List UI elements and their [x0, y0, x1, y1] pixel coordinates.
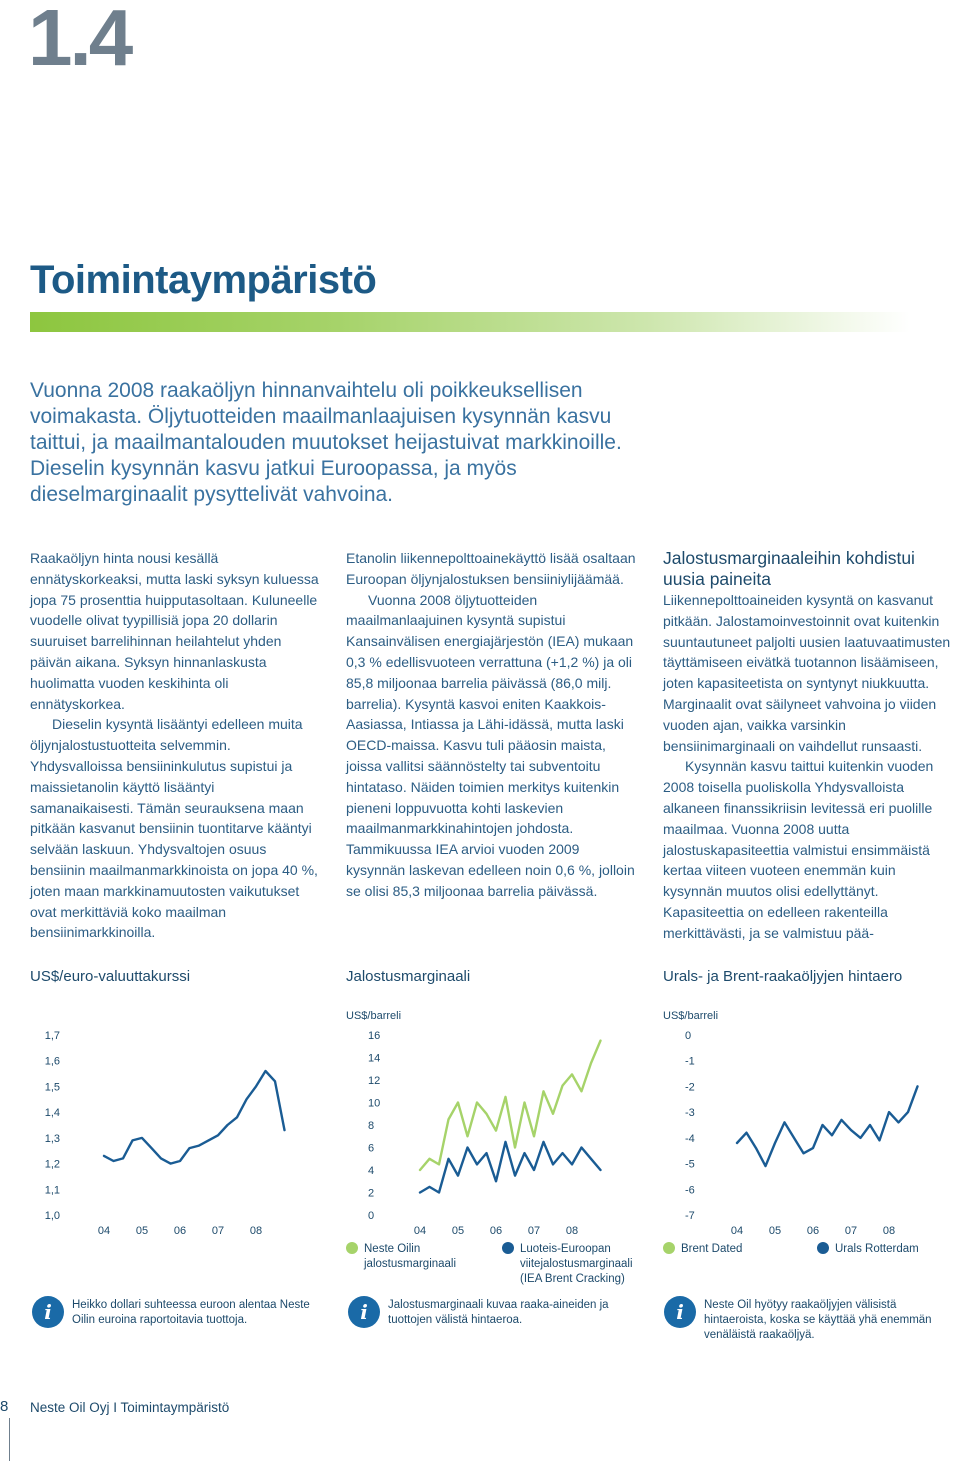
paragraph: Raakaöljyn hinta nousi kesällä ennätyskorkeaksi, mutta laski syksyn kuluessa jopa 75 prosenttia huipputasoltaan. Kuluneelle vuodelle olivat tyypillisiä jopa 20 dollarin suuruiset barrelihinnan heilahtelut yhden päivän aikana. Syksyn hinnanlaskusta huolimatta vuoden keskihinta oli ennätyskorkea. — [30, 550, 319, 712]
legend-item — [663, 1242, 813, 1257]
y-tick-label: 1,6 — [44, 1055, 60, 1068]
y-tick-label: 2 — [368, 1187, 375, 1200]
y-axis-unit-label: US$/barreli — [346, 1010, 402, 1022]
y-axis-unit-label: US$/barreli — [663, 1010, 719, 1022]
info-text: Jalostusmarginaali kuvaa raaka-aineiden ja tuottojen välistä hintaeroa. — [388, 1299, 609, 1326]
text-column-1 — [30, 548, 320, 943]
y-tick-label: -5 — [685, 1158, 695, 1171]
y-tick-label: -6 — [685, 1184, 695, 1197]
navy-dot-icon — [817, 1242, 829, 1254]
y-tick-label: 1,5 — [44, 1081, 60, 1094]
chart-title-refining-margin: Jalostusmarginaali — [346, 968, 471, 985]
y-tick-label: 0 — [368, 1210, 375, 1222]
y-tick-label: 12 — [368, 1075, 381, 1087]
x-tick-label: 08 — [249, 1225, 263, 1237]
legend-label: Urals Rotterdam — [835, 1243, 919, 1255]
y-tick-label: 1,1 — [44, 1184, 60, 1197]
lead-paragraph: Vuonna 2008 raakaöljyn hinnanvaihtelu oli poikkeuksellisen voimakasta. Öljytuotteiden maailmanlaajuisen kysynnän kasvu taittui, ja maailmantalouden muutokset heijastuivat markkinoille. Dieselin kysynnän kasvu jatkui Euroopassa, ja myös dieselmarginaalit pysyttelivät vahvoina. — [30, 379, 622, 506]
legend-item — [502, 1242, 642, 1287]
x-tick-label: 07 — [211, 1225, 225, 1237]
info-icon: i — [664, 1296, 696, 1328]
series-line-2 — [420, 1142, 601, 1193]
legend-label: Brent Dated — [681, 1243, 743, 1255]
y-tick-label: -4 — [685, 1132, 695, 1145]
x-tick-label: 08 — [565, 1225, 579, 1237]
navy-dot-icon — [502, 1242, 514, 1254]
y-tick-label: -1 — [685, 1055, 695, 1068]
y-tick-label: -7 — [685, 1210, 695, 1222]
page-title: Toimintaympäristö — [30, 258, 377, 302]
y-tick-label: 1,3 — [44, 1132, 60, 1145]
chart-title-urals-brent: Urals- ja Brent-raakaöljyjen hintaero — [663, 968, 903, 985]
legend-item — [346, 1242, 486, 1272]
paragraph: Kysynnän kasvu taittui kuitenkin vuoden 2008 toisella puoliskolla Yhdysvalloista alkaneen finanssikriisin levitessä eri puolille maailmaa. Vuonna 2008 uutta jalostuskapasiteettia valmistui ensimmäistä kertaa viiteen vuoteen enemmän kuin kysynnän muutos olisi edellyttänyt. Kapasiteettia on edelleen rakenteilla merkittävästi, ja se valmistuu pää- — [663, 758, 934, 941]
footer-divider — [9, 1418, 10, 1461]
paragraph: Liikennepolttoaineiden kysyntä on kasvanut pitkään. Jalostamoinvestoinnit ovat kuitenkin suuntautuneet paljolti uusien laatuvaatimusten täyttämiseen eivätkä tuotannon lisäämiseen, joten kapasiteetista on syntynyt niukkuutta. Marginaalit ovat säilyneet vahvoina jo viiden vuoden ajan, vaikka varsinkin bensiinimarginaali on vaihdellut runsaasti. — [663, 592, 951, 754]
x-tick-label: 07 — [844, 1225, 858, 1237]
series-line-2 — [737, 1086, 918, 1166]
x-tick-label: 05 — [451, 1225, 465, 1237]
paragraph: Dieselin kysyntä lisääntyi edelleen muita öljynjalostustuotteita selvemmin. Yhdysvalloissa bensiininkulutus supistui ja maissietanolin käyttö lisääntyi samanaikaisesti. Tämän seurauksena maan pitkään kasvanut bensiinin tuontitarve kääntyi selvään laskuun. Yhdysvaltojen osuus bensiinin maailmanmarkkinoista on jopa 40 %, joten maan markkinamuutosten vaikutukset ovat merkittäviä koko maailman bensiinimarkkinoilla. — [30, 716, 318, 941]
legend-label: Neste Oilin jalostusmarginaali — [364, 1243, 457, 1270]
x-tick-label: 04 — [730, 1225, 744, 1237]
section-number: 1.4 — [28, 0, 131, 82]
x-tick-label: 05 — [135, 1225, 149, 1237]
footer-text: Neste Oil Oyj I Toimintaympäristö — [30, 1400, 230, 1415]
refining-margin-chart — [346, 1005, 616, 1240]
green-dot-icon — [346, 1242, 358, 1254]
info-text: Heikko dollari suhteessa euroon alentaa Neste Oilin euroina raportoitavia tuottoja. — [72, 1299, 310, 1326]
page-number: 8 — [0, 1398, 9, 1415]
y-tick-label: 14 — [368, 1052, 381, 1065]
series-line-1 — [104, 1071, 285, 1164]
x-tick-label: 08 — [882, 1225, 896, 1237]
legend-item — [817, 1242, 957, 1257]
series-line-1 — [420, 1041, 601, 1170]
x-tick-label: 04 — [97, 1225, 111, 1237]
text-column-2 — [346, 548, 636, 902]
x-tick-label: 06 — [489, 1225, 503, 1237]
y-tick-label: 8 — [368, 1120, 375, 1132]
y-tick-label: 1,0 — [44, 1210, 60, 1222]
paragraph: Etanolin liikennepolttoainekäyttö lisää osaltaan Euroopan öljynjalostuksen bensiiniylijäämää. — [346, 550, 636, 587]
green-dot-icon — [663, 1242, 675, 1254]
y-tick-label: 1,4 — [44, 1107, 60, 1120]
y-tick-label: -3 — [685, 1107, 695, 1120]
x-tick-label: 04 — [413, 1225, 427, 1237]
title-underline-bar — [30, 312, 910, 332]
x-tick-label: 07 — [527, 1225, 541, 1237]
x-tick-label: 05 — [768, 1225, 782, 1237]
y-tick-label: 10 — [368, 1097, 381, 1110]
column-heading: Jalostusmarginaaleihin kohdistui uusia paineita — [663, 548, 915, 589]
urals-brent-chart — [663, 1005, 933, 1240]
y-tick-label: 1,2 — [44, 1158, 60, 1171]
y-tick-label: 6 — [368, 1142, 375, 1155]
y-tick-label: 4 — [368, 1165, 375, 1177]
y-tick-label: -2 — [685, 1081, 695, 1094]
x-tick-label: 06 — [173, 1225, 187, 1237]
y-tick-label: 16 — [368, 1030, 381, 1042]
info-icon: i — [348, 1296, 380, 1328]
info-icon: i — [32, 1296, 64, 1328]
paragraph: Vuonna 2008 öljytuotteiden maailmanlaajuinen kysyntä supistui Kansainvälisen energiajärjestön (IEA) mukaan 0,3 % edellisvuoteen verrattuna (+1,2 %) ja oli 85,8 miljoonaa barrelia päivässä (86,0 milj. barrelia). Kysyntä kasvoi eniten Kaakkois-Aasiassa, Intiassa ja Lähi-idässä, mutta laski OECD-maissa. Kasvu tuli pääosin maista, joissa vallitsi säännöstelty tai subventoitu hintataso. Näiden toimien merkitys kuitenkin pieneni loppuvuotta kohti laskevien maailmanmarkkinahintojen johdosta. Tammikuussa IEA arvioi vuoden 2009 kysynnän laskevan edelleen noin 0,6 %, jolloin se olisi 85,3 miljoonaa barrelia päivässä. — [346, 591, 635, 899]
y-tick-label: 1,7 — [44, 1030, 60, 1042]
usd-euro-chart — [30, 1005, 300, 1240]
y-tick-label: 0 — [685, 1030, 692, 1042]
legend-label: Luoteis-Euroopan viitejalostusmarginaali (IEA Brent Cracking) — [520, 1243, 633, 1285]
text-column-3 — [663, 548, 953, 944]
info-text: Neste Oil hyötyy raakaöljyjen välisistä hintaeroista, koska se käyttää yhä enemmän venäläistä raakaöljyä. — [704, 1299, 932, 1341]
x-tick-label: 06 — [806, 1225, 820, 1237]
chart-title-usd-euro: US$/euro-valuuttakurssi — [30, 968, 191, 985]
